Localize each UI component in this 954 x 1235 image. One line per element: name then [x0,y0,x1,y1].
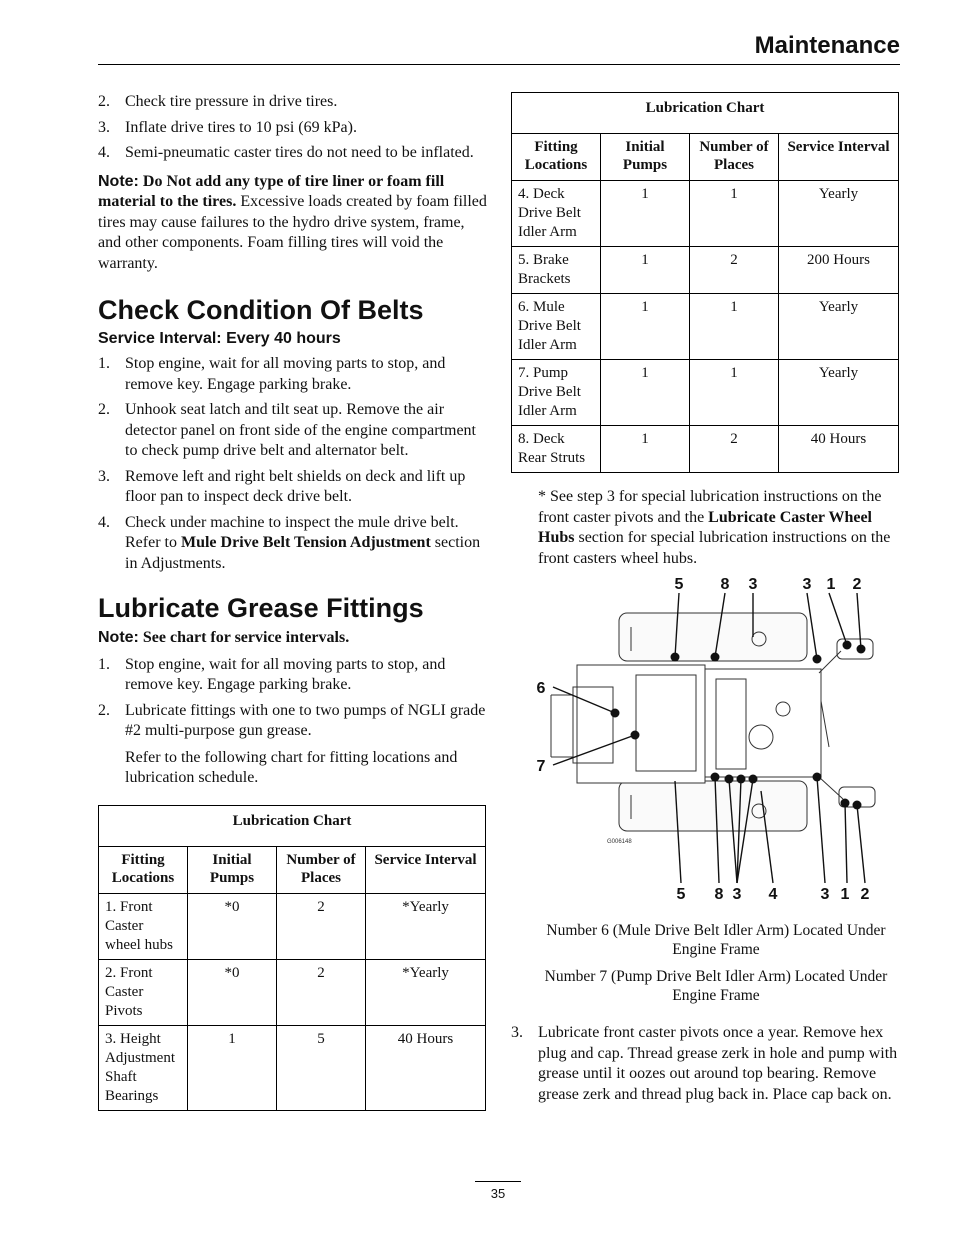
header-divider [98,64,900,65]
table-cell: 1. Front Caster wheel hubs [99,893,188,959]
callout-label: 5 [676,886,686,903]
chart-reference-text: Refer to the following chart for fitting locations and lubrication schedule. [125,748,458,786]
table-caption: Lubrication Chart [512,93,899,134]
table-row [512,426,899,473]
table-cell: 5. Brake Brackets [512,247,601,294]
tire-note: Note: Do Not add any type of tire liner or foam fill material to the tires. Excessive loads created by foam filled tires may cause failures to the hydro drive system, frame, and other components. Foam filling tires will void the warranty. [98,172,487,272]
list-item: 3. Remove left and right belt shields on deck and lift up floor pan to inspect deck drive belt. [98,467,466,505]
grease-steps-list [98,655,488,742]
callout-label: 8 [714,886,724,903]
grease-note: Note: See chart for service intervals. [98,629,350,646]
table-cell: 1 [601,426,690,473]
table-cell: 1 [601,181,690,247]
table-cell: 1 [601,294,690,360]
column-header: Number of Places [690,134,779,181]
table-cell: Yearly [779,294,899,360]
page-section-title: Maintenance [754,32,900,59]
table-cell: 1 [690,360,779,426]
table-row [99,893,486,959]
table-cell: 1 [690,181,779,247]
callout-label: 6 [536,680,546,697]
table-cell: *0 [188,959,277,1025]
lubrication-footnote: * See step 3 for special lubrication instructions on the front caster pivots and the Lubricate Caster Wheel Hubs section for special lubrication instructions on the front casters wheel hubs. [538,488,891,567]
table-cell: 2 [277,959,366,1025]
table-row [512,360,899,426]
table-cell: *0 [188,893,277,959]
callout-label: 7 [536,758,546,775]
table-cell: 4. Deck Drive Belt Idler Arm [512,181,601,247]
list-item: 1. Stop engine, wait for all moving parts to stop, and remove key. Engage parking brake. [98,655,446,693]
rear-wheel-bottom [619,781,807,831]
callout-label: 3 [732,886,742,903]
table-cell: *Yearly [366,893,486,959]
table-row [512,247,899,294]
callout-label: 3 [802,577,812,593]
callout-label: 3 [820,886,830,903]
list-item: 3. Lubricate front caster pivots once a year. Remove hex plug and cap. Thread grease zerk in hole and pump with grease until it oozes out around top bearing. Remove grease zerk and thread plug back in. Place cap back on. [511,1024,898,1103]
table-cell: 7. Pump Drive Belt Idler Arm [512,360,601,426]
caption-pump-idler: Number 7 (Pump Drive Belt Idler Arm) Located Under Engine Frame [544,968,888,1004]
table-row [512,181,899,247]
figure-id: G006148 [607,839,632,845]
list-item: 2. Check tire pressure in drive tires. [98,93,338,110]
list-item: 1. Stop engine, wait for all moving parts to stop, and remove key. Engage parking brake. [98,355,446,393]
table-row [99,959,486,1025]
table-cell: 8. Deck Rear Struts [512,426,601,473]
callout-label: 3 [748,577,758,593]
column-header: Number of Places [277,846,366,893]
belts-heading: Check Condition Of Belts [98,295,424,325]
page-number: 35 [490,1186,506,1201]
callout-label: 1 [826,577,836,593]
column-header: Service Interval [779,134,899,181]
table-cell: 1 [188,1025,277,1110]
engine-housing [577,665,705,783]
belts-service-interval: Service Interval: Every 40 hours [98,330,341,347]
callout-label: 8 [720,577,730,593]
table-cell: 3. Height Adjustment Shaft Bearings [99,1025,188,1110]
table-row [99,1025,486,1110]
belts-steps-list [98,354,488,574]
lubrication-chart-right [511,92,899,473]
table-cell: 2. Front Caster Pivots [99,959,188,1025]
caster-pivot-steps [511,1023,901,1105]
list-item: 3. Inflate drive tires to 10 psi (69 kPa). [98,118,357,136]
column-header: Fitting Locations [512,134,601,181]
table-cell: Yearly [779,360,899,426]
table-cell: 2 [690,426,779,473]
table-cell: 1 [690,294,779,360]
column-header: Fitting Locations [99,846,188,893]
table-cell: 200 Hours [779,247,899,294]
grease-fitting-locations-diagram [511,577,901,917]
grease-heading: Lubricate Grease Fittings [98,593,424,623]
table-caption: Lubrication Chart [99,805,486,846]
table-cell: Yearly [779,181,899,247]
column-header: Initial Pumps [601,134,690,181]
lubrication-chart-left [98,805,486,1111]
table-cell: 6. Mule Drive Belt Idler Arm [512,294,601,360]
column-header: Initial Pumps [188,846,277,893]
table-cell: 40 Hours [366,1025,486,1110]
table-cell: 1 [601,247,690,294]
table-row [512,294,899,360]
list-item: 2. Lubricate fittings with one to two pumps of NGLI grade #2 multi-purpose gun grease. [98,701,486,739]
callout-label: 2 [852,577,862,593]
table-cell: 5 [277,1025,366,1110]
table-cell: 1 [601,360,690,426]
callout-label: 2 [860,886,870,903]
left-column [98,92,488,1111]
column-header: Service Interval [366,846,486,893]
table-cell: *Yearly [366,959,486,1025]
right-column [511,92,901,1110]
table-cell: 2 [277,893,366,959]
caption-mule-idler: Number 6 (Mule Drive Belt Idler Arm) Located Under Engine Frame [546,922,886,958]
callout-label: 5 [674,577,684,593]
footer-rule [475,1181,521,1182]
callout-label: 4 [768,886,778,903]
tire-steps-list [98,92,488,164]
list-item: 4. Semi-pneumatic caster tires do not need to be inflated. [98,144,474,161]
front-caster-top [837,639,873,659]
table-cell: 2 [690,247,779,294]
table-cell: 40 Hours [779,426,899,473]
callout-label: 1 [840,886,850,903]
list-item: 2. Unhook seat latch and tilt seat up. Remove the air detector panel on front side of the engine compartment to check pump drive belt and alternator belt. [98,401,476,459]
list-item: 4. Check under machine to inspect the mule drive belt. Refer to Mule Drive Belt Tension Adjustment section in Adjustments. [98,513,481,572]
